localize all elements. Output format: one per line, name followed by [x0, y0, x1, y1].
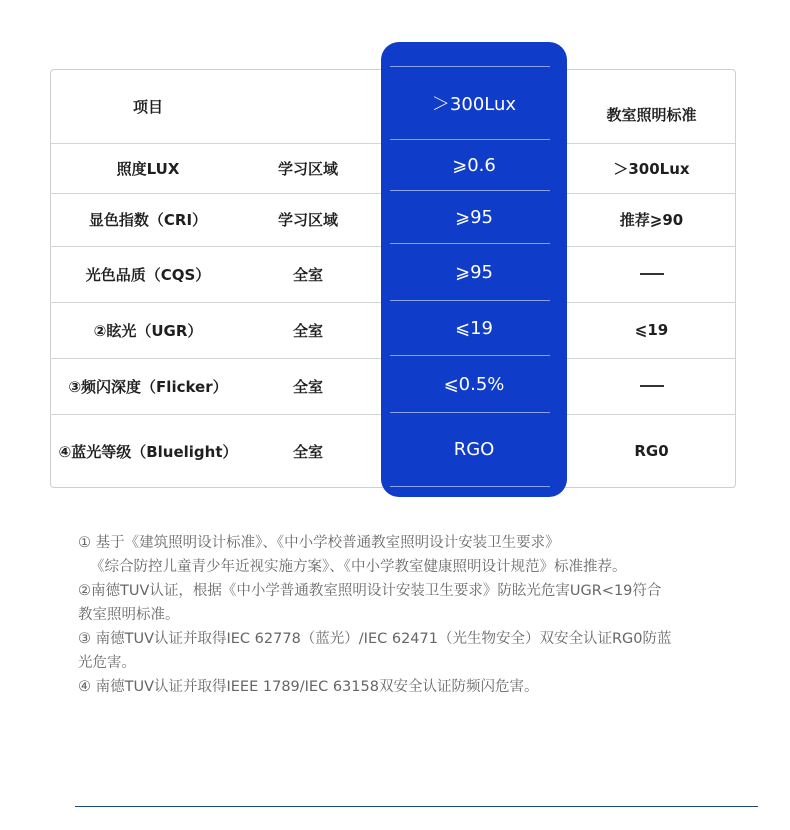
row-standard: ⩽19 — [634, 321, 669, 339]
row-item: ③频闪深度（Flicker） — [68, 377, 228, 396]
dash-icon — [640, 385, 664, 387]
footnotes — [78, 531, 718, 699]
row-area: 学习区域 — [277, 159, 338, 178]
row-area: 全室 — [292, 321, 323, 340]
footnote-line: ②南德TUV认证，根据《中小学普通教室照明设计安装卫生要求》防眩光危害UGR<19符合 — [78, 583, 662, 599]
footnote-line: ① 基于《建筑照明设计标准》、《中小学校普通教室照明设计安装卫生要求》 — [78, 535, 560, 551]
header-item: 项目 — [132, 98, 163, 116]
highlight-value: ⩾0.6 — [452, 154, 496, 176]
header-standard: 教室照明标准 — [606, 106, 697, 124]
row-standard: 推荐⩾90 — [619, 211, 684, 229]
highlight-value: ⩾95 — [455, 261, 493, 283]
row-standard: RG0 — [634, 442, 669, 460]
row-item: 显色指数（CRI） — [88, 211, 208, 229]
row-item: 照度LUX — [116, 159, 180, 178]
footnote-line: ③ 南德TUV认证并取得IEC 62778（蓝光）/IEC 62471（光生物安全）双安全认证RG0防蓝 — [78, 631, 672, 647]
highlight-value: ⩾95 — [455, 206, 493, 228]
footnote-line: 教室照明标准。 — [78, 607, 180, 623]
row-area: 全室 — [292, 377, 323, 396]
highlight-value: RGO — [453, 439, 495, 460]
footnote-line: 光危害。 — [78, 655, 136, 671]
highlight-value: ⩽19 — [455, 317, 493, 339]
row-standard-empty — [567, 358, 736, 414]
row-item: ④蓝光等级（Bluelight） — [58, 442, 238, 461]
footnote-line: ④ 南德TUV认证并取得IEEE 1789/IEC 63158双安全认证防频闪危害。 — [78, 679, 539, 695]
dash-icon — [640, 273, 664, 275]
highlight-divider — [390, 486, 550, 487]
row-area: 学习区域 — [277, 211, 338, 229]
row-standard: ＞300Lux — [613, 159, 690, 178]
highlight-header: ＞300Lux — [431, 94, 517, 115]
row-area: 全室 — [292, 442, 323, 461]
bottom-divider — [75, 806, 758, 807]
row-standard-empty — [567, 246, 736, 302]
row-item: ②眩光（UGR） — [93, 321, 203, 340]
row-item: 光色品质（CQS） — [85, 265, 211, 284]
footnote-line: 《综合防控儿童青少年近视实施方案》、《中小学教室健康照明设计规范》标准推荐。 — [90, 559, 627, 575]
highlight-value: ⩽0.5% — [443, 373, 505, 395]
row-area: 全室 — [292, 265, 323, 284]
